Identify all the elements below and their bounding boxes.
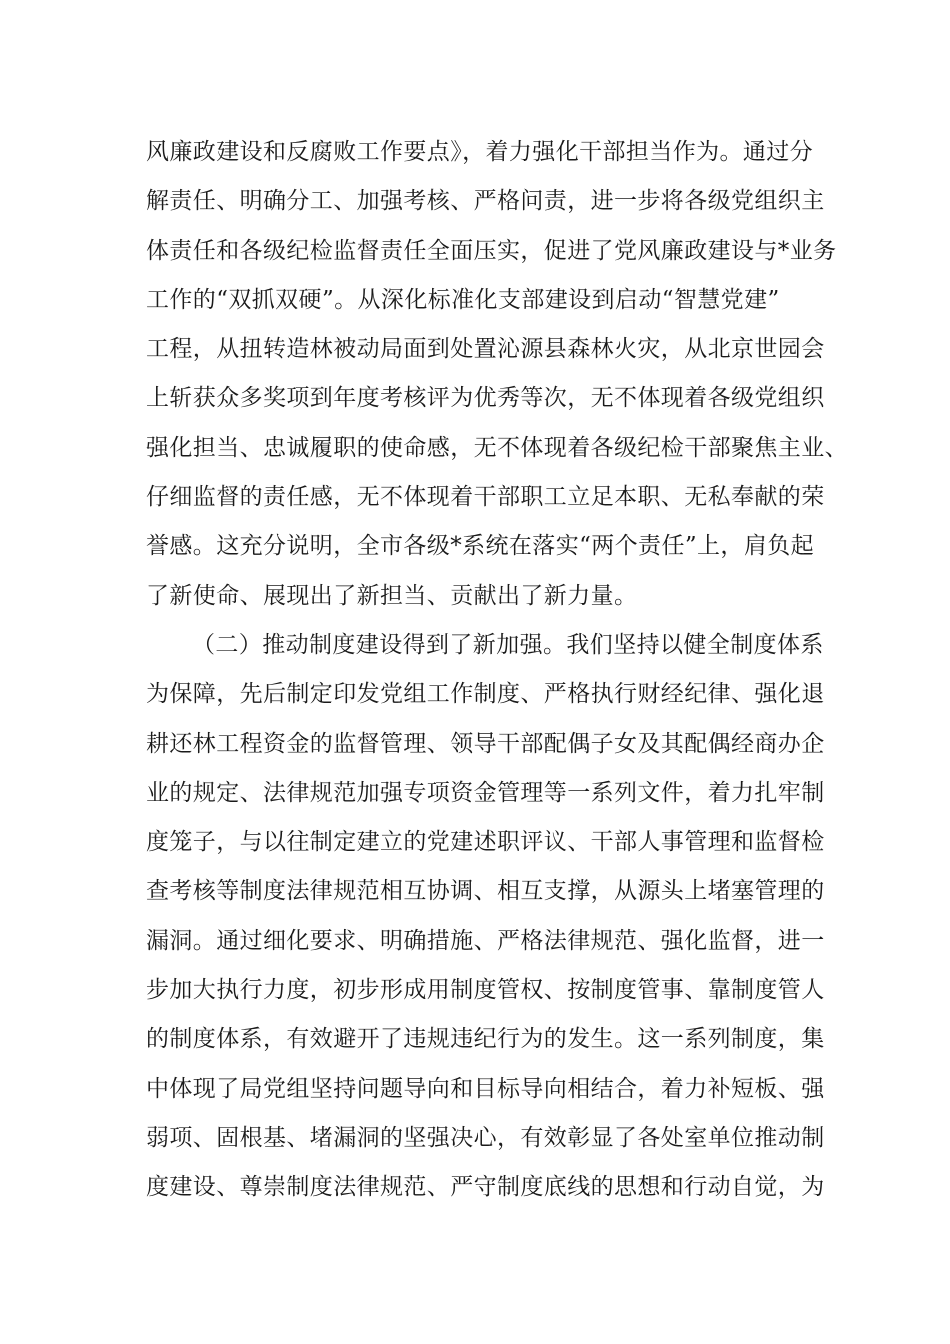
text-line: 耕还林工程资金的监督管理、领导干部配偶子女及其配偶经商办企 xyxy=(146,730,825,757)
text-line: 中体现了局党组坚持问题导向和目标导向相结合，着力补短板、强 xyxy=(146,1075,825,1102)
text-line: 强化担当、忠诚履职的使命感，无不体现着各级纪检干部聚焦主业、 xyxy=(146,434,848,461)
section-heading-line: （二）推动制度建设得到了新加强。我们坚持以健全制度体系 xyxy=(192,631,824,658)
text-line: 上斩获众多奖项到年度考核评为优秀等次，无不体现着各级党组织 xyxy=(146,385,825,412)
text-line: 了新使命、展现出了新担当、贡献出了新力量。 xyxy=(146,582,638,609)
text-line: 的制度体系，有效避开了违规违纪行为的发生。这一系列制度，集 xyxy=(146,1026,825,1053)
text-line: 弱项、固根基、堵漏洞的坚强决心，有效彰显了各处室单位推动制 xyxy=(146,1124,825,1151)
text-line: 工作的“双抓双硬”。从深化标准化支部建设到启动“智慧党建” xyxy=(146,286,780,313)
text-line: 业的规定、法律规范加强专项资金管理等一系列文件，着力扎牢制 xyxy=(146,779,825,806)
body-text xyxy=(146,128,848,1213)
text-line: 度笼子，与以往制定建立的党建述职评议、干部人事管理和监督检 xyxy=(146,829,825,856)
text-line: 解责任、明确分工、加强考核、严格问责，进一步将各级党组织主 xyxy=(146,188,825,215)
text-line: 仔细监督的责任感，无不体现着干部职工立足本职、无私奉献的荣 xyxy=(146,484,825,511)
text-line: 步加大执行力度，初步形成用制度管权、按制度管事、靠制度管人 xyxy=(146,977,825,1004)
text-line: 查考核等制度法律规范相互协调、相互支撑，从源头上堵塞管理的 xyxy=(146,878,825,905)
text-line: 漏洞。通过细化要求、明确措施、严格法律规范、强化监督，进一 xyxy=(146,927,825,954)
text-line: 工程，从扭转造林被动局面到处置沁源县森林火灾，从北京世园会 xyxy=(146,336,825,363)
text-line: 体责任和各级纪检监督责任全面压实，促进了党风廉政建设与*业务 xyxy=(146,237,837,264)
text-line: 为保障，先后制定印发党组工作制度、严格执行财经纪律、强化退 xyxy=(146,681,825,708)
text-line: 誉感。这充分说明，全市各级*系统在落实“两个责任”上，肩负起 xyxy=(146,533,815,560)
text-line: 风廉政建设和反腐败工作要点》，着力强化干部担当作为。通过分 xyxy=(146,139,814,165)
text-line: 度建设、尊崇制度法律规范、严守制度底线的思想和行动自觉，为 xyxy=(146,1174,825,1201)
